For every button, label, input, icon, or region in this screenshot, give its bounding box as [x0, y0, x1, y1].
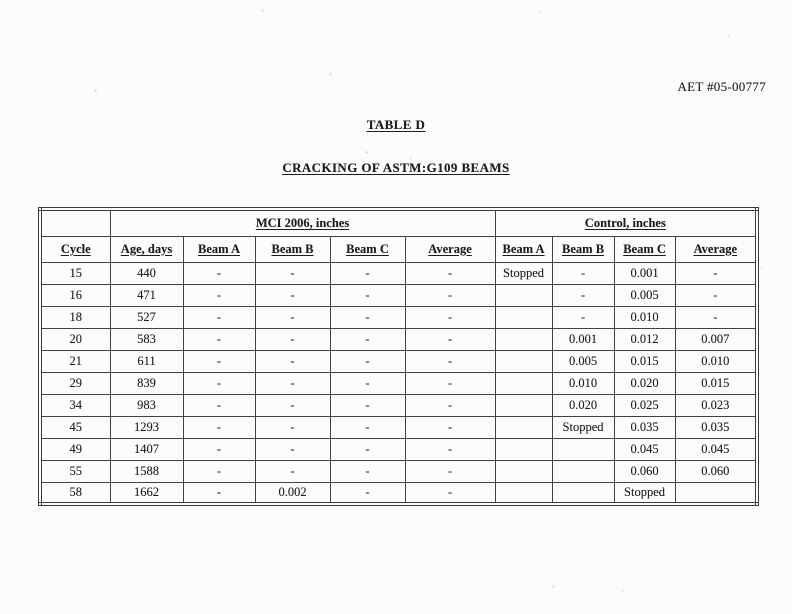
cell: -: [255, 416, 330, 438]
column-header-age-days: Age, days: [110, 236, 183, 262]
page-title: [0, 117, 792, 133]
cell: -: [183, 394, 255, 416]
cell: -: [405, 482, 495, 504]
cell: 0.023: [675, 394, 757, 416]
cell: -: [183, 262, 255, 284]
cell: 983: [110, 394, 183, 416]
page-subtitle-text: CRACKING OF ASTM:G109 BEAMS: [282, 160, 510, 175]
page-title-text: TABLE D: [366, 117, 426, 132]
table-row: [40, 306, 757, 328]
cell: 20: [40, 328, 110, 350]
cell: -: [183, 416, 255, 438]
cell: -: [552, 262, 614, 284]
cell: [495, 284, 552, 306]
cell: -: [330, 350, 405, 372]
cell: [495, 306, 552, 328]
cell: -: [255, 350, 330, 372]
cell: -: [183, 328, 255, 350]
cell: Stopped: [495, 262, 552, 284]
page-subtitle: [0, 160, 792, 176]
document-reference-number: AET #05-00777: [677, 79, 766, 94]
cell: -: [255, 306, 330, 328]
cell: [495, 416, 552, 438]
cell: -: [255, 262, 330, 284]
cell: -: [255, 438, 330, 460]
cell: -: [183, 460, 255, 482]
cell: 0.060: [675, 460, 757, 482]
cell: 611: [110, 350, 183, 372]
cell: -: [405, 394, 495, 416]
cell: 15: [40, 262, 110, 284]
table-row: [40, 416, 757, 438]
table-row: [40, 262, 757, 284]
cell: 0.020: [552, 394, 614, 416]
empty-corner-cell: [40, 209, 110, 236]
cell: 0.001: [614, 262, 675, 284]
cell: 49: [40, 438, 110, 460]
cell: -: [255, 284, 330, 306]
cell: 0.010: [552, 372, 614, 394]
cell: 0.005: [614, 284, 675, 306]
table-row: [40, 460, 757, 482]
cell: -: [405, 328, 495, 350]
cell: -: [675, 284, 757, 306]
cell: 0.012: [614, 328, 675, 350]
cell: 1407: [110, 438, 183, 460]
cell: 1293: [110, 416, 183, 438]
column-header-mci-beam-c: Beam C: [330, 236, 405, 262]
cell: 16: [40, 284, 110, 306]
cell: -: [183, 482, 255, 504]
cell: Stopped: [614, 482, 675, 504]
column-header-row: [40, 236, 757, 262]
cell: -: [330, 306, 405, 328]
cell: -: [255, 394, 330, 416]
cell: 839: [110, 372, 183, 394]
table-row: [40, 438, 757, 460]
cell: -: [405, 350, 495, 372]
cell: -: [405, 284, 495, 306]
cell: 0.045: [614, 438, 675, 460]
cell: 583: [110, 328, 183, 350]
cell: -: [183, 306, 255, 328]
column-header-mci-beam-a: Beam A: [183, 236, 255, 262]
cell: [675, 482, 757, 504]
cell: 0.060: [614, 460, 675, 482]
cell: 471: [110, 284, 183, 306]
cell: [552, 460, 614, 482]
cell: 21: [40, 350, 110, 372]
cell: -: [330, 460, 405, 482]
column-group-control: Control, inches: [495, 209, 757, 236]
cell: 0.045: [675, 438, 757, 460]
cell: -: [183, 350, 255, 372]
cell: 0.035: [614, 416, 675, 438]
cell: [495, 394, 552, 416]
cell: -: [330, 328, 405, 350]
cell: 440: [110, 262, 183, 284]
cell: -: [552, 284, 614, 306]
cell: Stopped: [552, 416, 614, 438]
cell: 58: [40, 482, 110, 504]
cell: [495, 460, 552, 482]
cell: 0.015: [675, 372, 757, 394]
table-row: [40, 372, 757, 394]
column-header-ctrl-beam-a: Beam A: [495, 236, 552, 262]
cracking-results-table: [38, 207, 759, 506]
cell: -: [330, 482, 405, 504]
cell: -: [675, 306, 757, 328]
cell: -: [405, 460, 495, 482]
table-row: [40, 394, 757, 416]
cell: -: [183, 284, 255, 306]
column-group-mci-2006: MCI 2006, inches: [110, 209, 495, 236]
column-header-cycle: Cycle: [40, 236, 110, 262]
cell: -: [405, 262, 495, 284]
table-row: [40, 284, 757, 306]
cell: -: [330, 372, 405, 394]
cell: 527: [110, 306, 183, 328]
cell: 0.015: [614, 350, 675, 372]
cell: [495, 372, 552, 394]
column-header-ctrl-beam-b: Beam B: [552, 236, 614, 262]
cell: -: [405, 372, 495, 394]
cell: -: [330, 394, 405, 416]
column-header-ctrl-beam-c: Beam C: [614, 236, 675, 262]
cell: 0.035: [675, 416, 757, 438]
column-header-ctrl-average: Average: [675, 236, 757, 262]
cell: [552, 438, 614, 460]
cell: -: [330, 416, 405, 438]
cell: -: [405, 416, 495, 438]
cell: 1588: [110, 460, 183, 482]
cell: [495, 350, 552, 372]
cell: [552, 482, 614, 504]
cell: -: [330, 284, 405, 306]
cell: -: [330, 262, 405, 284]
cell: 18: [40, 306, 110, 328]
cell: 34: [40, 394, 110, 416]
cell: -: [183, 372, 255, 394]
cell: 0.020: [614, 372, 675, 394]
column-header-mci-beam-b: Beam B: [255, 236, 330, 262]
cell: [495, 438, 552, 460]
cell: 29: [40, 372, 110, 394]
table-row: [40, 350, 757, 372]
cell: 0.001: [552, 328, 614, 350]
table-row: [40, 328, 757, 350]
cell: 45: [40, 416, 110, 438]
table-body: [40, 262, 757, 504]
cell: -: [330, 438, 405, 460]
cell: [495, 328, 552, 350]
cell: -: [405, 306, 495, 328]
cell: -: [183, 438, 255, 460]
cell: 0.002: [255, 482, 330, 504]
cell: -: [405, 438, 495, 460]
column-group-row: [40, 209, 757, 236]
cell: -: [552, 306, 614, 328]
table-row: [40, 482, 757, 504]
column-header-mci-average: Average: [405, 236, 495, 262]
cell: -: [255, 328, 330, 350]
cell: 0.007: [675, 328, 757, 350]
cell: 0.025: [614, 394, 675, 416]
cell: 0.005: [552, 350, 614, 372]
cell: [495, 482, 552, 504]
cell: 55: [40, 460, 110, 482]
cell: -: [255, 460, 330, 482]
table-header: [40, 209, 757, 262]
cell: 1662: [110, 482, 183, 504]
cell: -: [255, 372, 330, 394]
cell: -: [675, 262, 757, 284]
cell: 0.010: [675, 350, 757, 372]
scan-noise-speckles: [0, 0, 1, 1]
cell: 0.010: [614, 306, 675, 328]
